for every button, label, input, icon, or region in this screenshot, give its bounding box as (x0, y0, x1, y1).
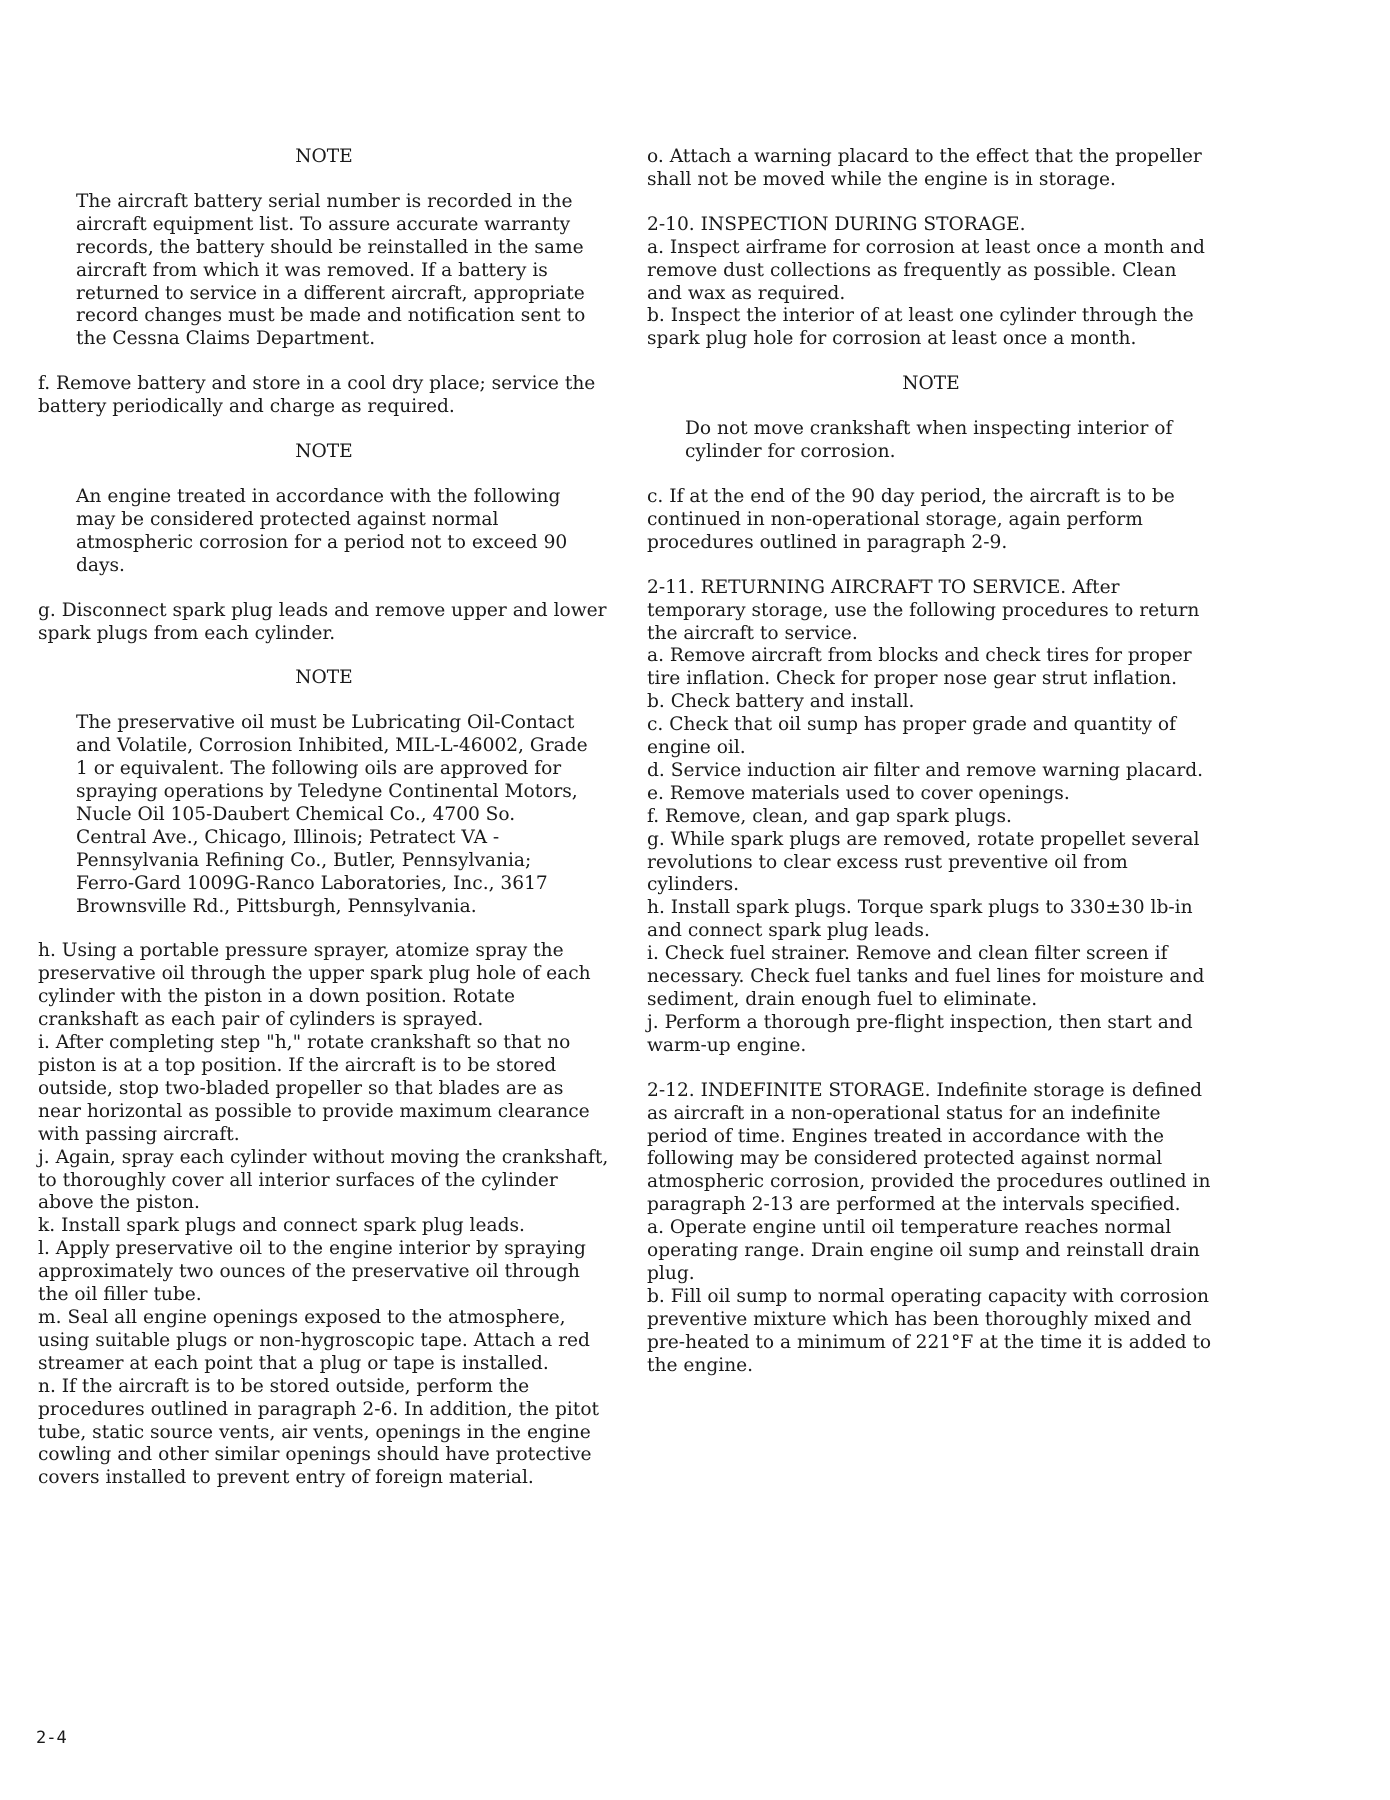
step-j: j. Perform a thorough pre-flight inspection, then start and warm-up engine. (647, 1011, 1193, 1056)
section-intro: 2-11. RETURNING AIRCRAFT TO SERVICE. After temporary storage, use the following procedures to return the aircraft to service. (647, 576, 1200, 644)
section-intro: 2-12. INDEFINITE STORAGE. Indefinite storage is defined as aircraft in a non-operational status for an indefinite period of time. Engines treated in accordance with the following may be considered protected against normal atmospheric corrosion, provided the procedures outlined in paragraph 2-13 are performed at the intervals specified. (647, 1079, 1211, 1216)
note-text: The preservative oil must be Lubricating Oil-Contact and Volatile, Corrosion Inhibited, MIL-L-46002, Grade 1 or equivalent. The following oils are approved for spraying operations by Teledyne Continental Motors, Nucle Oil 105-Daubert Chemical Co., 4700 So. Central Ave., Chicago, Illinois; Petratect VA - Pennsylvania Refining Co., Butler, Pennsylvania; Ferro-Gard 1009G-Ranco Laboratories, Inc., 3617 Brownsville Rd., Pittsburgh, Pennsylvania. (76, 712, 588, 917)
step-h: h. Install spark plugs. Torque spark plugs to 330±30 lb-in and connect spark plug leads. (647, 897, 1193, 942)
step-d: d. Service induction air filter and remove warning placard. (647, 759, 1204, 781)
step-a: a. Operate engine until oil temperature reaches normal operating range. Drain engine oil sump and reinstall drain plug. (647, 1217, 1200, 1284)
note-text: Do not move crankshaft when inspecting interior of cylinder for corrosion. (685, 418, 1173, 463)
step-a: a. Inspect airframe for corrosion at least once a month and remove dust collections as frequently as possible. Clean and wax as required. (647, 236, 1205, 304)
step-b: b. Fill oil sump to normal operating capacity with corrosion preventive mixture which has been thoroughly mixed and pre-heated to a minimum of 221°F at the time it is added to the engine. (647, 1285, 1212, 1376)
step-b: b. Check battery and install. (647, 691, 915, 713)
step-k: k. Install spark plugs and connect spark plug leads. (38, 1215, 525, 1237)
section-heading: 2-10. INSPECTION DURING STORAGE. (647, 213, 1026, 235)
note-heading: NOTE (295, 441, 353, 463)
step-i: i. After completing step "h," rotate crankshaft so that no piston is at a top position. If the aircraft is to be stored outside, stop two-bladed propeller so that blades are as near horizontal as possible to provide maximum clearance with passing aircraft. (38, 1032, 590, 1145)
step-f: f. Remove battery and store in a cool dry place; service the battery periodically and charge as required. (38, 373, 596, 418)
step-o: o. Attach a warning placard to the effect that the propeller shall not be moved while the engine is in storage. (647, 146, 1202, 190)
section-2-11 (647, 577, 1215, 1058)
step-i: i. Check fuel strainer. Remove and clean filter screen if necessary. Check fuel tanks and fuel lines for moisture and sediment, drain enough fuel to eliminate. (647, 943, 1205, 1010)
step-h: h. Using a portable pressure sprayer, atomize spray the preservative oil through the upper spark plug hole of each cylinder with the piston in a down position. Rotate crankshaft as each pair of cylinders is sprayed. (38, 940, 591, 1031)
step-list (38, 940, 610, 1490)
note-heading: NOTE (902, 373, 960, 395)
step-g: g. While spark plugs are removed, rotate propellet several revolutions to clear excess rust preventive oil from cylinders. (647, 828, 1200, 896)
step-a: a. Remove aircraft from blocks and check tires for proper tire inflation. Check for proper nose gear strut inflation. (647, 645, 1192, 690)
note-heading: NOTE (295, 146, 353, 167)
step-l: l. Apply preservative oil to the engine interior by spraying approximately two ounces of the preservative oil through the oil filler tube. (38, 1238, 586, 1306)
left-column (38, 146, 610, 1490)
step-b: b. Inspect the interior of at least one cylinder through the spark plug hole for corrosion at least once a month. (647, 305, 1194, 350)
right-column (647, 146, 1215, 1400)
page-number: 2-4 (36, 1728, 67, 1748)
step-m: m. Seal all engine openings exposed to the atmosphere, using suitable plugs or non-hygroscopic tape. Attach a red streamer at each point that a plug or tape is installed. (38, 1306, 590, 1374)
section-2-12 (647, 1080, 1215, 1378)
note-text: The aircraft battery serial number is recorded in the aircraft equipment list. To assure accurate warranty records, the battery should be reinstalled in the same aircraft from which it was removed. If a battery is returned to service in a different aircraft, appropriate record changes must be made and notification sent to the Cessna Claims Department. (76, 190, 586, 350)
step-f: f. Remove, clean, and gap spark plugs. (647, 805, 1012, 827)
section-2-10 (647, 214, 1215, 351)
step-e: e. Remove materials used to cover openings. (647, 782, 1070, 804)
step-c: c. Check that oil sump has proper grade and quantity of engine oil. (647, 714, 1176, 759)
step-g: g. Disconnect spark plug leads and remove upper and lower spark plugs from each cylinder. (38, 599, 607, 644)
step-n: n. If the aircraft is to be stored outside, perform the procedures outlined in paragraph 2-6. In addition, the pitot tube, static source vents, air vents, openings in the engine cowling and other similar openings should have protective covers installed to prevent entry of foreign material. (38, 1375, 599, 1489)
note-heading: NOTE (295, 667, 353, 689)
step-c: c. If at the end of the 90 day period, the aircraft is to be continued in non-operational storage, again perform procedures outlined in paragraph 2-9. (647, 485, 1175, 553)
note-text: An engine treated in accordance with the following may be considered protected against normal atmospheric corrosion for a period not to exceed 90 days. (76, 485, 568, 576)
step-j: j. Again, spray each cylinder without moving the crankshaft, to thoroughly cover all interior surfaces of the cylinder above the piston. (38, 1146, 609, 1214)
